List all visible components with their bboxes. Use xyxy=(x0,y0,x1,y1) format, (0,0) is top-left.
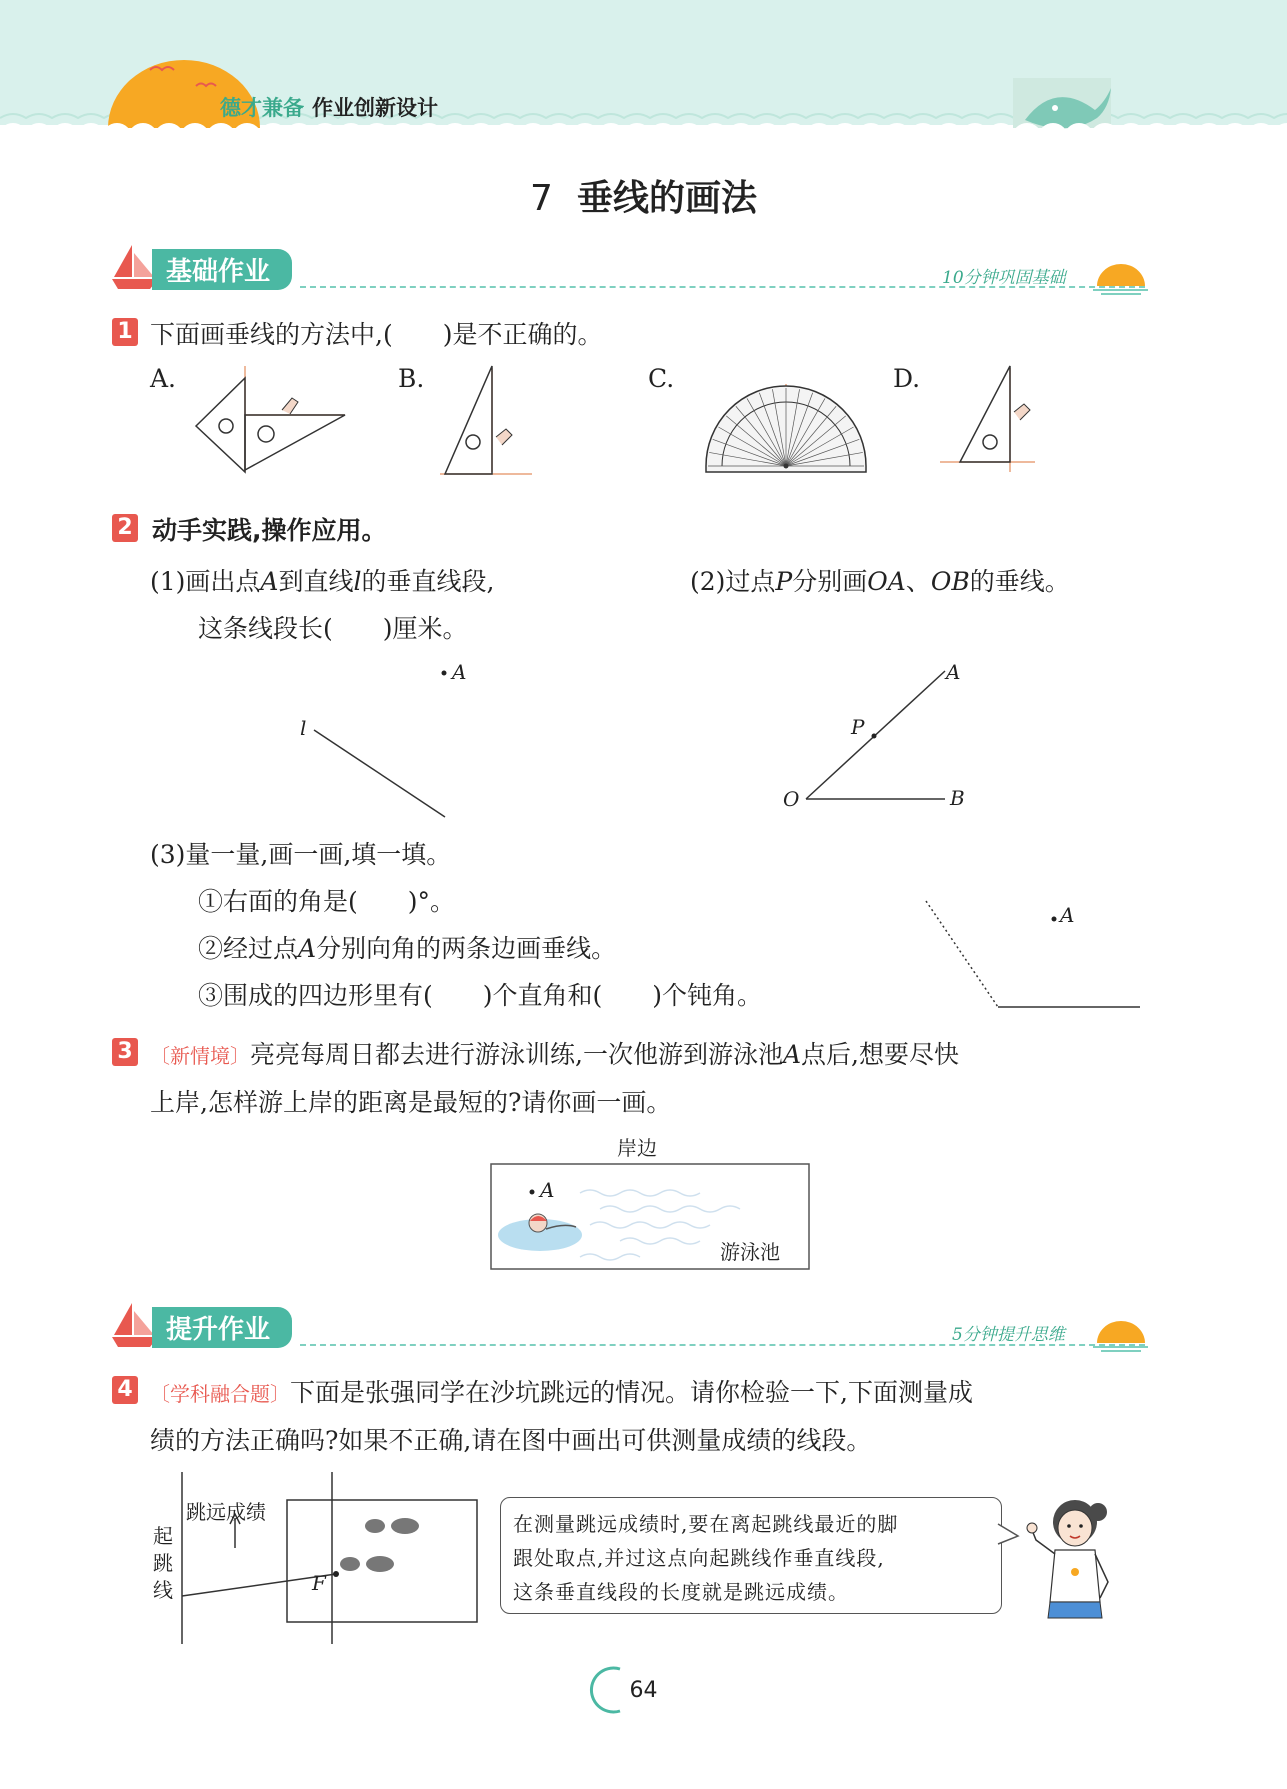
brand-green: 德才兼备 xyxy=(220,96,304,120)
q1-option-b[interactable]: B. xyxy=(398,364,425,393)
q3-shore-label: 岸边 xyxy=(617,1136,657,1160)
q3-number: 3 xyxy=(112,1038,138,1066)
q4-note-line3: 这条垂直线段的长度就是跳远成绩。 xyxy=(513,1580,849,1604)
brand-title xyxy=(220,92,438,122)
q1-figure-c xyxy=(696,384,876,474)
q1-figure-a xyxy=(190,362,350,474)
header-band xyxy=(0,0,1287,150)
q2-figure3 xyxy=(920,895,1145,1010)
q2-p3b-c: 分别向角的两条边画垂线。 xyxy=(316,934,617,963)
q2-figure2 xyxy=(790,660,970,810)
q2-part3-a: ①右面的角是( )°。 xyxy=(198,887,456,916)
q3-tag: 〔新情境〕 xyxy=(150,1044,250,1068)
q4-start-line-2: 跳 xyxy=(153,1551,173,1575)
q4-note-line1: 在测量跳远成绩时,要在离起跳线最近的脚 xyxy=(513,1512,899,1536)
q2-part1-line2: 这条线段长( )厘米。 xyxy=(198,614,468,643)
fig2-label-a: A xyxy=(946,660,961,684)
girl-character-icon xyxy=(1020,1490,1130,1630)
page-title xyxy=(0,170,1287,221)
lesson-title: 垂线的画法 xyxy=(576,178,757,219)
q4-line1-text: 下面是张强同学在沙坑跳远的情况。请你检验一下,下面测量成 xyxy=(290,1378,973,1407)
q1-text: 下面画垂线的方法中,( )是不正确的。 xyxy=(150,320,603,349)
sun-small-icon xyxy=(1093,256,1148,296)
whale-icon xyxy=(1013,78,1111,129)
section-basic-time: 10分钟巩固基础 xyxy=(942,268,1066,288)
q2-p2-var-p: P xyxy=(775,567,793,596)
q4-start-line-1: 起 xyxy=(153,1524,173,1548)
q3-line2: 上岸,怎样游上岸的距离是最短的?请你画一画。 xyxy=(150,1088,672,1117)
q3-line1-a: 亮亮每周日都去进行游泳训练,一次他游到游泳池 xyxy=(250,1040,783,1069)
page-number: 64 xyxy=(629,1678,658,1703)
section-basic-label: 基础作业 xyxy=(152,249,292,290)
q3-pool-label: 游泳池 xyxy=(720,1240,780,1264)
q4-number: 4 xyxy=(112,1376,138,1404)
q4-start-line-3: 线 xyxy=(153,1578,173,1602)
q4-note-line2: 跟处取点,并过这点向起跳线作垂直线段, xyxy=(513,1546,885,1570)
q4-score-label: 跳远成绩 xyxy=(186,1500,266,1524)
fig2-label-p: P xyxy=(851,715,865,739)
fig1-label-l: l xyxy=(300,716,307,740)
q4-line2: 绩的方法正确吗?如果不正确,请在图中画出可供测量成绩的线段。 xyxy=(150,1426,872,1455)
q2-p2-var-ob: OB xyxy=(930,567,970,596)
q2-p2-b: 分别画 xyxy=(792,567,868,596)
q2-p3b-a: ②经过点 xyxy=(198,934,299,963)
bubble-tail xyxy=(998,1522,1020,1546)
fig2-label-b: B xyxy=(950,786,965,810)
q4-point-f: F xyxy=(312,1571,326,1595)
q1-option-a[interactable]: A. xyxy=(150,364,177,393)
brand-black: 作业创新设计 xyxy=(312,96,438,120)
q2-p1-c: 的垂直线段, xyxy=(361,567,495,596)
q2-part3-title: (3)量一量,画一画,填一填。 xyxy=(150,840,452,869)
q4-tag: 〔学科融合题〕 xyxy=(150,1382,290,1406)
q3-line1 xyxy=(150,1035,959,1071)
q2-text: 动手实践,操作应用。 xyxy=(152,516,387,545)
q2-p1-var-l: l xyxy=(353,567,362,596)
q1-figure-b xyxy=(440,362,540,474)
q4-line1 xyxy=(150,1373,973,1409)
fig2-label-o: O xyxy=(783,787,800,811)
q2-p3b-var: A xyxy=(298,934,317,963)
q2-part3-b xyxy=(198,929,616,965)
q2-p1-b: 到直线 xyxy=(278,567,354,596)
q2-p1-var-a: A xyxy=(260,567,279,596)
q2-part3-c: ③围成的四边形里有( )个直角和( )个钝角。 xyxy=(198,981,763,1010)
section-advanced-label: 提升作业 xyxy=(152,1307,292,1348)
q1-number: 1 xyxy=(112,318,138,346)
fig3-label-a: A xyxy=(1060,903,1075,927)
sun-small-icon-2 xyxy=(1093,1313,1148,1353)
q3-var-a: A xyxy=(782,1040,802,1069)
q2-p2-sep: 、 xyxy=(905,567,931,596)
q2-p2-var-oa: OA xyxy=(867,567,906,596)
section-advanced-time: 5分钟提升思维 xyxy=(952,1325,1065,1345)
q4-longjump-figure xyxy=(150,1468,490,1648)
q1-option-c[interactable]: C. xyxy=(648,364,675,393)
q3-point-a: A xyxy=(540,1178,555,1202)
q2-p2-c: 的垂线。 xyxy=(969,567,1070,596)
q1-figure-d xyxy=(940,362,1040,474)
q2-part1-line1 xyxy=(150,562,494,598)
q1-option-d[interactable]: D. xyxy=(893,364,921,393)
q2-part2-text xyxy=(690,562,1070,598)
q2-p2-a: (2)过点 xyxy=(690,567,776,596)
q2-p1-a: (1)画出点 xyxy=(150,567,261,596)
q2-number: 2 xyxy=(112,514,138,542)
q3-line1-b: 点后,想要尽快 xyxy=(801,1040,959,1069)
lesson-number: 7 xyxy=(530,178,553,219)
fig1-label-a: A xyxy=(452,660,467,684)
